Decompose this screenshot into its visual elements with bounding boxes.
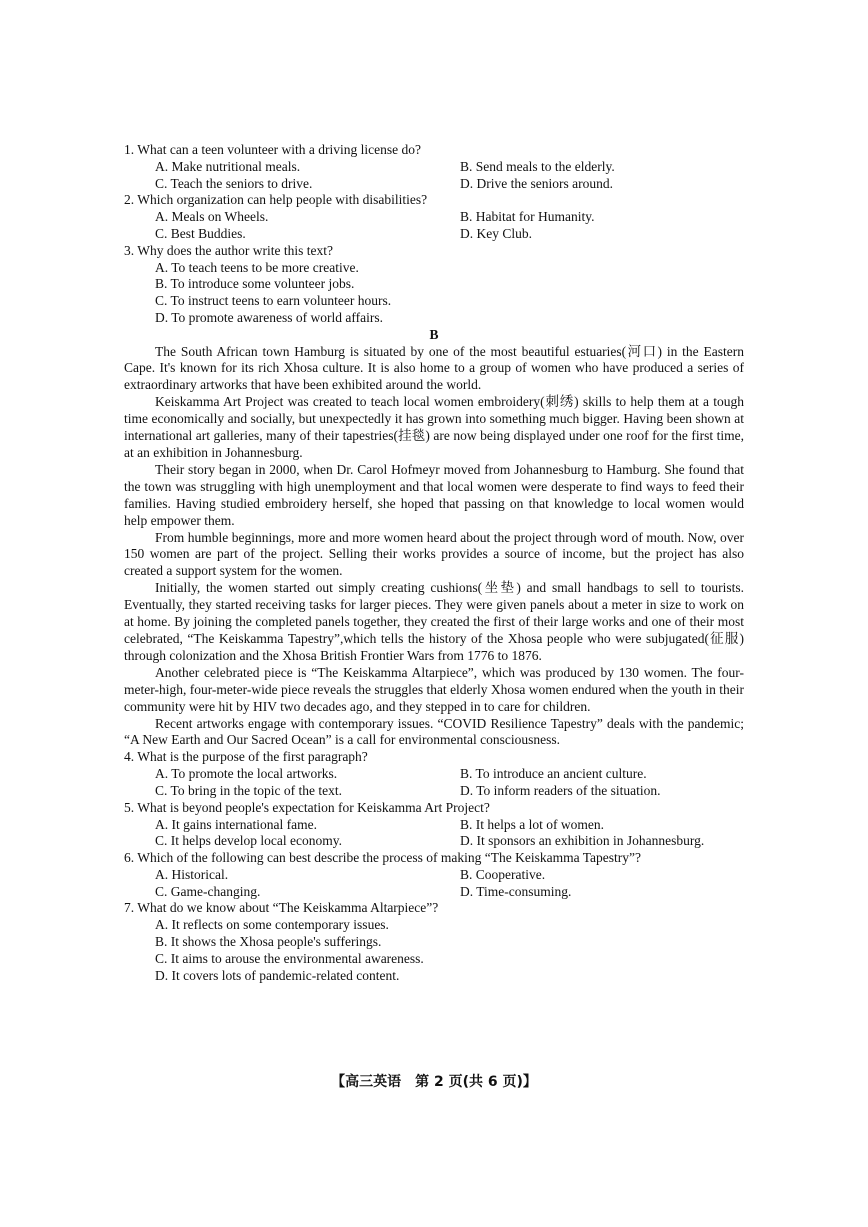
- option: A. Meals on Wheels.: [155, 209, 269, 225]
- option: B. Habitat for Humanity.: [460, 209, 595, 225]
- options-grid: [124, 817, 744, 851]
- option: B. Send meals to the elderly.: [460, 158, 615, 174]
- option: C. It helps develop local economy.: [155, 833, 342, 849]
- option: D. To promote awareness of world affairs.: [155, 309, 383, 325]
- option: B. To introduce an ancient culture.: [460, 766, 647, 782]
- options-list: [124, 917, 744, 984]
- options-grid: [124, 766, 744, 800]
- question-stem: 3. Why does the author write this text?: [124, 242, 333, 258]
- option: D. Drive the seniors around.: [460, 175, 613, 191]
- passage-paragraph: Initially, the women started out simply creating cushions(坐垫) and small handbags to sell to tourists. Eventually, they started receiving tasks for larger pieces. They were given panels about a meter in size to work on at home. By joining the completed panels together, they created the first of their large works and one of their most celebrated, “The Keiskamma Tapestry”,which tells the history of the Xhosa people who were subjugated(征服) through colonization and the Xhosa British Frontier Wars from 1776 to 1876.: [124, 580, 744, 663]
- option: D. Key Club.: [460, 225, 532, 241]
- option: C. To instruct teens to earn volunteer hours.: [155, 293, 392, 309]
- option: D. It sponsors an exhibition in Johannesburg.: [460, 833, 705, 849]
- option: C. To bring in the topic of the text.: [155, 782, 343, 798]
- passage-paragraph: Recent artworks engage with contemporary issues. “COVID Resilience Tapestry” deals with the pandemic; “A New Earth and Our Sacred Ocean” is a call for environmental consciousness.: [124, 715, 744, 748]
- option: D. To inform readers of the situation.: [460, 782, 661, 798]
- question-stem: 1. What can a teen volunteer with a driving license do?: [124, 142, 422, 157]
- option: A. Historical.: [155, 866, 229, 882]
- option: B. Cooperative.: [460, 866, 546, 882]
- option: C. Game-changing.: [155, 883, 261, 899]
- options-grid: [124, 209, 744, 243]
- option: B. It helps a lot of women.: [460, 816, 604, 832]
- passage-paragraph: From humble beginnings, more and more women heard about the project through word of mouth. Now, over 150 women are part of the project. Selling their works provides a source of income, but the project has also created a support system for the women.: [124, 529, 744, 579]
- option: C. Best Buddies.: [155, 225, 246, 241]
- option: C. It aims to arouse the environmental awareness.: [155, 950, 424, 966]
- option: A. To teach teens to be more creative.: [155, 259, 359, 275]
- exam-page: [124, 142, 744, 984]
- option: A. To promote the local artworks.: [155, 766, 338, 782]
- options-list: [124, 260, 744, 327]
- option: A. It reflects on some contemporary issues.: [155, 917, 389, 933]
- question-stem: 6. Which of the following can best describe the process of making “The Keiskamma Tapestry”?: [124, 850, 642, 866]
- option: A. Make nutritional meals.: [155, 158, 301, 174]
- passage-paragraph: Another celebrated piece is “The Keiskamma Altarpiece”, which was produced by 130 women. The four-meter-high, four-meter-wide piece reveals the struggles that elderly Xhosa women endured when the youth in their community were hit by HIV two decades ago, and they stepped in to care for children.: [124, 664, 744, 714]
- passage-paragraph: Their story began in 2000, when Dr. Carol Hofmeyr moved from Johannesburg to Hamburg. She found that the town was struggling with high unemployment and that local women were desperate to find ways to feed their families. Having studied embroidery herself, she hoped that passing on that knowledge to local women would help empower them.: [124, 461, 744, 528]
- passage-paragraph: The South African town Hamburg is situated by one of the most beautiful estuaries(河口) in the Eastern Cape. It's known for its rich Xhosa culture. It is also home to a group of women who have produced a series of extraordinary artworks that have been exhibited around the world.: [124, 343, 744, 393]
- options-grid: [124, 867, 744, 901]
- page-footer: 【高三英语 第 2 页(共 6 页)】: [331, 1074, 537, 1090]
- passage-paragraph: Keiskamma Art Project was created to teach local women embroidery(刺绣) skills to help them at a tough time economically and socially, but unexpectedly it has grown into something much bigger. Having been shown at international art galleries, many of their tapestries(挂毯) are now being displayed under one roof for the first time, at an exhibition in Johannesburg.: [124, 394, 744, 460]
- option: D. Time-consuming.: [460, 883, 572, 899]
- option: B. It shows the Xhosa people's sufferings.: [155, 934, 382, 950]
- option: A. It gains international fame.: [155, 816, 317, 832]
- question-stem: 4. What is the purpose of the first paragraph?: [124, 749, 368, 765]
- question-stem: 2. Which organization can help people with disabilities?: [124, 192, 428, 208]
- question-stem: 5. What is beyond people's expectation for Keiskamma Art Project?: [124, 799, 490, 815]
- option: C. Teach the seniors to drive.: [155, 175, 313, 191]
- question-stem: 7. What do we know about “The Keiskamma Altarpiece”?: [124, 900, 439, 916]
- option: B. To introduce some volunteer jobs.: [155, 276, 355, 292]
- section-heading: B: [429, 326, 439, 342]
- option: D. It covers lots of pandemic-related content.: [155, 967, 400, 983]
- options-grid: [124, 159, 744, 193]
